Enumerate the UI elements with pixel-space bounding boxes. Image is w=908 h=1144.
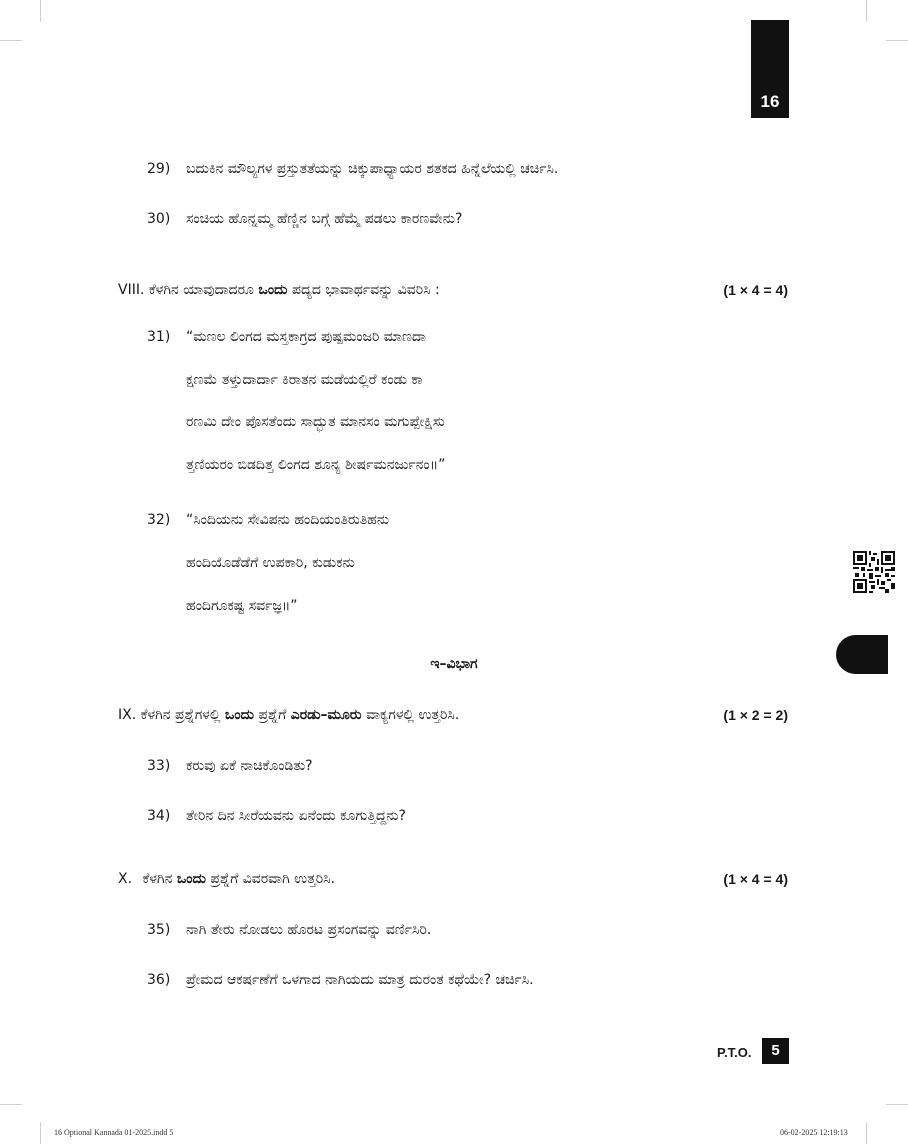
- crop-mark: [0, 40, 22, 41]
- section-ix-marks: (1 × 2 = 2): [723, 707, 788, 723]
- paper-code: 16: [760, 92, 780, 111]
- crop-mark: [40, 0, 41, 22]
- poem-line: ತ್ತಣಿಯರಂ ಬಿಡದಿತ್ತ ಲಿಂಗದ ಶೂನ್ಯ ಶೀರ್ಷಮನರ್ಜುನಂ॥”: [186, 457, 446, 473]
- section-ix-heading: [118, 706, 459, 724]
- paper-code-tab: [751, 20, 789, 118]
- crop-mark: [886, 1104, 908, 1105]
- question-number: 29): [147, 161, 171, 177]
- section-x-marks: (1 × 4 = 4): [723, 871, 788, 887]
- question-text: ಪ್ರೇಮದ ಆಕರ್ಷಣೆಗೆ ಒಳಗಾದ ನಾಗಿಯದು ಮಾತ್ರ ದುರಂತ ಕಥೆಯೇ? ಚರ್ಚಿಸಿ.: [186, 972, 534, 988]
- poem-line: “ಸಿಂದಿಯನು ಸೇವಿಪನು ಹಂದಿಯಂತಿರುತಿಹನು: [186, 512, 390, 528]
- date-slug: 06-02-2025 12:19:13: [780, 1128, 848, 1137]
- question-text: ಬದುಕಿನ ಮೌಲ್ಯಗಳ ಪ್ರಸ್ತುತತೆಯನ್ನು ಚಿಕ್ಕುಪಾಧ್ಯಾಯರ ಶತಕದ ಹಿನ್ನೆಲೆಯಲ್ಲಿ ಚರ್ಚಿಸಿ.: [186, 161, 559, 177]
- poem-line: ರಣಮಿ ದೇಂ ಪೊಸತೆಂದು ಸಾದ್ಭುತ ಮಾನಸಂ ಮಗುಪ್ಪೇಕ್ಷಿಸು: [186, 414, 445, 430]
- question-number: 30): [147, 211, 171, 227]
- question-number: 35): [147, 922, 171, 938]
- poem-line: ಹಂದಿಗೂಕಷ್ಟ ಸರ್ವಜ್ಞ॥”: [186, 598, 298, 614]
- question-text: ತೇರಿನ ದಿನ ಸೀರೆಯವನು ಏನೆಂದು ಕೂಗುತ್ತಿದ್ದನು?: [186, 808, 406, 824]
- question-number: 34): [147, 808, 171, 824]
- section-instruction: ಕೆಳಗಿನ ಪ್ರಶ್ನೆಗಳಲ್ಲಿ ಒಂದು ಪ್ರಶ್ನೆಗೆ ಎರಡು–ಮೂರು ವಾಕ್ಯಗಳಲ್ಲಿ ಉತ್ತರಿಸಿ.: [140, 707, 460, 723]
- crop-mark: [0, 1104, 22, 1105]
- section-label: IX.: [118, 707, 137, 723]
- section-instruction: ಕೆಳಗಿನ ಒಂದು ಪ್ರಶ್ನೆಗೆ ವಿವರವಾಗಿ ಉತ್ತರಿಸಿ.: [142, 871, 336, 887]
- section-viii-heading: [118, 281, 440, 299]
- page-number: 5: [762, 1038, 789, 1064]
- question-number: 36): [147, 972, 171, 988]
- section-label: VIII.: [118, 282, 145, 298]
- crop-mark: [866, 0, 867, 22]
- question-number: 31): [147, 329, 171, 345]
- crop-mark: [40, 1122, 41, 1144]
- section-x-heading: [118, 870, 335, 888]
- qr-code-icon: [853, 551, 895, 593]
- question-number: 32): [147, 512, 171, 528]
- part-title: ಇ–ವಿಭಾಗ: [430, 656, 478, 672]
- question-text: ನಾಗಿ ತೇರು ನೋಡಲು ಹೊರಟ ಪ್ರಸಂಗವನ್ನು ವರ್ಣಿಸಿರಿ.: [186, 922, 432, 938]
- file-slug: 16 Optional Kannada 01-2025.indd 5: [54, 1128, 174, 1137]
- question-number: 33): [147, 758, 171, 774]
- pto-label: P.T.O.: [717, 1045, 752, 1060]
- section-instruction: ಕೆಳಗಿನ ಯಾವುದಾದರೂ ಒಂದು ಪದ್ಯದ ಭಾವಾರ್ಥವನ್ನು ವಿವರಿಸಿ :: [148, 282, 440, 298]
- question-text: ಸಂಚಿಯ ಹೊನ್ನಮ್ಮ ಹೆಣ್ಣಿನ ಬಗ್ಗೆ ಹೆಮ್ಮೆ ಪಡಲು ಕಾರಣವೇನು?: [186, 211, 463, 227]
- poem-line: “ಮಣಲ ಲಿಂಗದ ಮಸ್ತಕಾಗ್ರದ ಪುಷ್ಪಮಂಜರಿ ಮಾಣದಾ: [186, 329, 426, 345]
- poem-line: ಹಂದಿಯೊಡೆಡೆಗೆ ಉಪಕಾರಿ, ಕುಡುಕನು: [186, 555, 355, 571]
- poem-line: ಕ್ಷಣಮೆ ತಳ್ತುದಾರ್ದಾ ಕಿರಾತನ ಮಡೆಯಲ್ಲಿರೆ ಕಂಡು ಕಾ: [186, 372, 423, 388]
- crop-mark: [886, 40, 908, 41]
- question-text: ಕರುವು ಏಕೆ ನಾಚಿಕೊಂಡಿತು?: [186, 758, 313, 774]
- crop-mark: [866, 1122, 867, 1144]
- section-viii-marks: (1 × 4 = 4): [723, 282, 788, 298]
- section-label: X.: [118, 871, 133, 887]
